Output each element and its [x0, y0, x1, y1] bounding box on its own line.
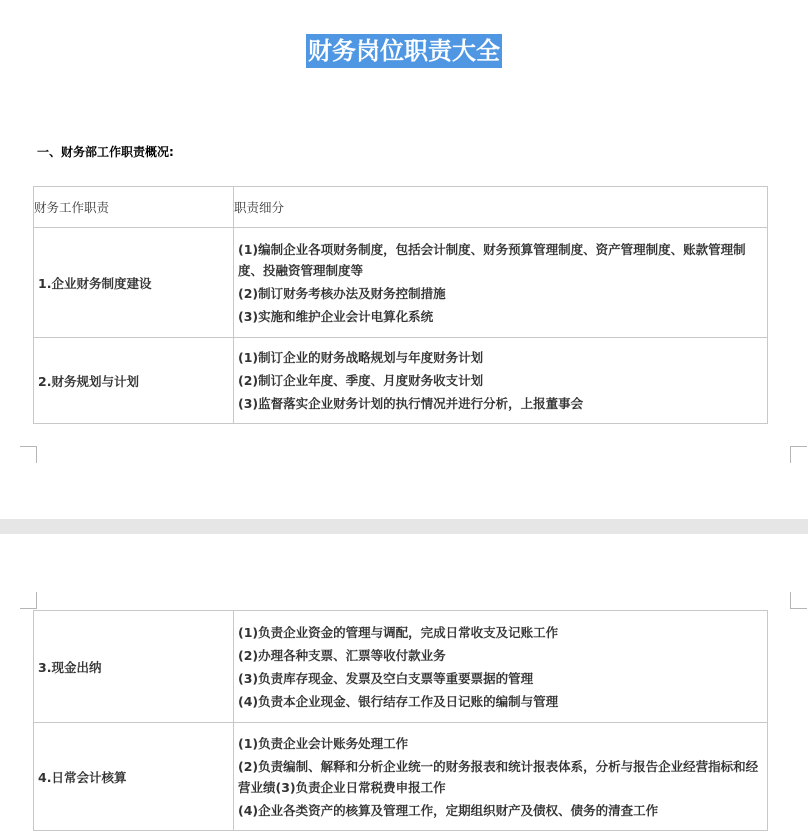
detail-item: (2)制订财务考核办法及财务控制措施 [238, 285, 446, 301]
table-row [34, 228, 768, 338]
page-corner-mark-top-left [20, 592, 37, 609]
detail-item: (2)负责编制、解释和分析企业统一的财务报表和统计报表体系，分析与报告企业经营指标和经营业绩(3)负责企业日常税费申报工作 [238, 758, 759, 795]
page-corner-mark-bottom-right [790, 446, 807, 463]
table-row [34, 723, 768, 831]
detail-item: (1)负责企业会计账务处理工作 [238, 735, 409, 751]
table-row [34, 611, 768, 723]
duties-table-page-1 [33, 186, 768, 424]
header-cell-duty[interactable]: 财务工作职责 [34, 187, 234, 228]
table-row [34, 338, 768, 424]
duties-table-page-2 [33, 610, 768, 831]
detail-item: (3)监督落实企业财务计划的执行情况并进行分析，上报董事会 [238, 396, 584, 411]
detail-item: (4)企业各类资产的核算及管理工作，定期组织财产及债权、债务的清查工作 [238, 802, 659, 818]
detail-item: (1)编制企业各项财务制度，包括会计制度、财务预算管理制度、资产管理制度、账款管理制度、投融资管理制度等 [238, 241, 746, 278]
detail-item: (1)制订企业的财务战略规划与年度财务计划 [238, 350, 484, 365]
document-title [0, 34, 808, 68]
category-cell[interactable]: 4.日常会计核算 [34, 723, 234, 831]
page-separator [0, 519, 808, 534]
detail-item: (1)负责企业资金的管理与调配，完成日常收支及记账工作 [238, 624, 559, 640]
table-header-row [34, 187, 768, 228]
detail-item: (4)负责本企业现金、银行结存工作及日记账的编制与管理 [238, 693, 559, 709]
detail-item: (3)实施和维护企业会计电算化系统 [238, 308, 434, 324]
header-cell-detail[interactable]: 职责细分 [234, 187, 768, 228]
category-cell[interactable]: 3.现金出纳 [34, 611, 234, 723]
page-corner-mark-top-right [790, 592, 807, 609]
selected-title-text[interactable]: 财务岗位职责大全 [306, 34, 502, 68]
section-heading: 一、财务部工作职责概况: [37, 145, 174, 159]
page-corner-mark-bottom-left [20, 446, 37, 463]
category-cell[interactable]: 1.企业财务制度建设 [34, 228, 234, 338]
detail-cell[interactable] [234, 723, 768, 831]
category-cell[interactable]: 2.财务规划与计划 [34, 338, 234, 424]
detail-cell[interactable] [234, 611, 768, 723]
detail-cell[interactable] [234, 228, 768, 338]
detail-item: (2)制订企业年度、季度、月度财务收支计划 [238, 373, 484, 388]
detail-cell[interactable] [234, 338, 768, 424]
detail-item: (3)负责库存现金、发票及空白支票等重要票据的管理 [238, 670, 534, 686]
detail-item: (2)办理各种支票、汇票等收付款业务 [238, 647, 446, 663]
